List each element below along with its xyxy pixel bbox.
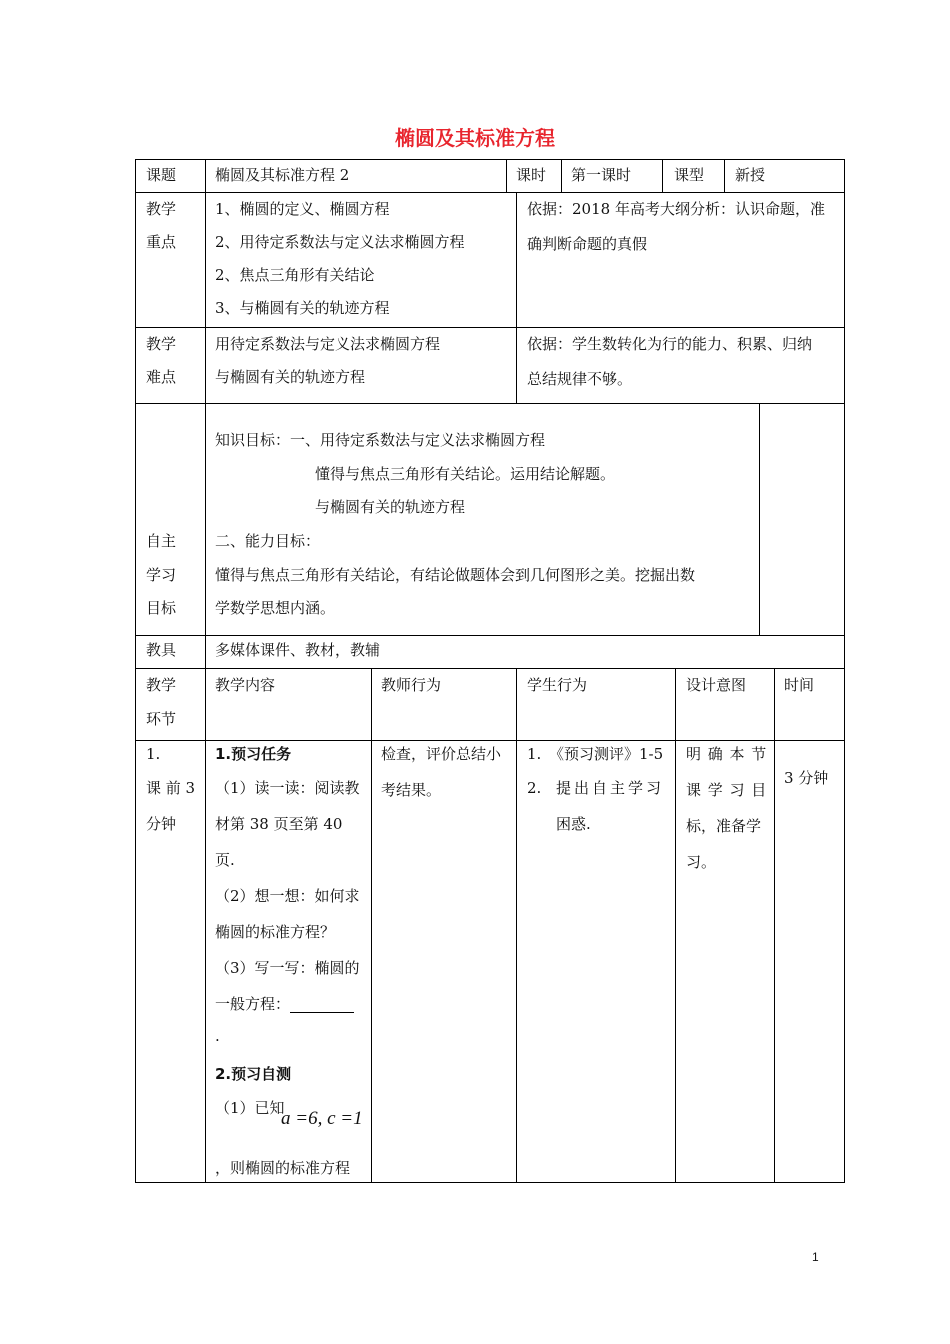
goal-line: 二、能力目标： — [215, 532, 321, 550]
key-points-basis: 依据：2018 年高考大纲分析：认识命题，准 — [527, 200, 825, 218]
goals-label: 目标 — [146, 599, 177, 617]
rule — [759, 403, 760, 636]
general-equation-label: 一般方程： — [215, 995, 291, 1013]
key-points-basis: 确判断命题的真假 — [527, 235, 648, 253]
design-intent: 习。 — [686, 853, 717, 871]
content-line: 材第 38 页至第 40 — [215, 815, 343, 833]
header-student: 学生行为 — [527, 676, 588, 694]
rule — [561, 159, 562, 193]
topic-value: 椭圆及其标准方程 2 — [215, 166, 350, 184]
key-point-item: 2、焦点三角形有关结论 — [215, 266, 375, 284]
key-points-label: 重点 — [146, 233, 177, 251]
rule — [662, 159, 663, 193]
content-line: （1）已知 — [215, 1099, 285, 1117]
goals-label: 学习 — [146, 566, 177, 584]
type-value: 新授 — [735, 166, 766, 184]
tools-value: 多媒体课件、教材，教辅 — [215, 641, 381, 659]
answer-blank — [290, 998, 354, 1013]
preview-task-heading: 1.预习任务 — [215, 745, 292, 763]
page-number: 1 — [812, 1250, 819, 1264]
goal-line: 懂得与焦点三角形有关结论。运用结论解题。 — [315, 465, 616, 483]
teacher-action: 考结果。 — [381, 781, 442, 799]
rule — [516, 668, 517, 1183]
stage-label: 课 前 3 — [146, 779, 196, 797]
rule — [506, 159, 507, 193]
header-time: 时间 — [784, 676, 815, 694]
rule — [675, 668, 676, 1183]
student-action: 提出自主学习 — [556, 779, 665, 797]
key-points-label: 教学 — [146, 200, 177, 218]
rule — [844, 159, 845, 1183]
rule — [135, 159, 136, 1183]
goal-line: 学数学思想内涵。 — [215, 599, 336, 617]
content-line: 页. — [215, 851, 235, 869]
difficult-point-item: 与椭圆有关的轨迹方程 — [215, 368, 366, 386]
stage-label: 分钟 — [146, 815, 177, 833]
self-test-heading: 2.预习自测 — [215, 1065, 292, 1083]
period-value: 第一课时 — [571, 166, 632, 184]
header-content: 教学内容 — [215, 676, 276, 694]
content-line: 椭圆的标准方程？ — [215, 923, 336, 941]
rule — [724, 159, 725, 193]
difficult-points-label: 教学 — [146, 335, 177, 353]
content-line: （2）想一想：如何求 — [215, 887, 360, 905]
content-line: ，则椭圆的标准方程 — [215, 1159, 351, 1177]
content-line — [215, 988, 354, 1021]
header-teacher: 教师行为 — [381, 676, 442, 694]
goal-line: 懂得与焦点三角形有关结论，有结论做题体会到几何图形之美。挖掘出数 — [215, 566, 696, 584]
rule — [516, 192, 517, 404]
difficult-point-item: 用待定系数法与定义法求椭圆方程 — [215, 335, 441, 353]
header-stage: 环节 — [146, 710, 177, 728]
key-point-item: 3、与椭圆有关的轨迹方程 — [215, 299, 390, 317]
period-label: 课时 — [516, 166, 547, 184]
given-values-formula: a =6, c =1 — [281, 1108, 363, 1129]
rule — [205, 159, 206, 1183]
header-stage: 教学 — [146, 676, 177, 694]
difficult-points-label: 难点 — [146, 368, 177, 386]
type-label: 课型 — [674, 166, 705, 184]
content-line: . — [215, 1027, 220, 1045]
design-intent: 标，准备学 — [686, 817, 762, 835]
goals-label: 自主 — [146, 532, 177, 550]
student-action-number: 1. — [527, 745, 542, 763]
rule — [774, 668, 775, 1183]
topic-label: 课题 — [146, 166, 177, 184]
tools-label: 教具 — [146, 641, 177, 659]
key-point-item: 1、椭圆的定义、椭圆方程 — [215, 200, 390, 218]
rule — [371, 668, 372, 1183]
content-line: （3）写一写：椭圆的 — [215, 959, 360, 977]
rule — [135, 403, 845, 404]
student-action: 《预习测评》1-5 — [549, 745, 664, 763]
key-point-item: 2、用待定系数法与定义法求椭圆方程 — [215, 233, 465, 251]
time-value: 3 分钟 — [784, 769, 829, 787]
stage-label: 1. — [146, 745, 161, 763]
goal-line: 与椭圆有关的轨迹方程 — [315, 498, 466, 516]
design-intent: 课 学 习 目 — [686, 781, 768, 799]
student-action-number: 2. — [527, 779, 542, 797]
goal-line: 知识目标：一、用待定系数法与定义法求椭圆方程 — [215, 431, 546, 449]
student-action: 困惑. — [556, 815, 591, 833]
content-line: （1）读一读：阅读教 — [215, 779, 360, 797]
difficult-points-basis: 总结规律不够。 — [527, 370, 633, 388]
header-design: 设计意图 — [686, 676, 747, 694]
teacher-action: 检查，评价总结小 — [381, 745, 502, 763]
document-title: 椭圆及其标准方程 — [395, 126, 555, 150]
difficult-points-basis: 依据：学生数转化为行的能力、积累、归纳 — [527, 335, 813, 353]
design-intent: 明 确 本 节 — [686, 745, 768, 763]
